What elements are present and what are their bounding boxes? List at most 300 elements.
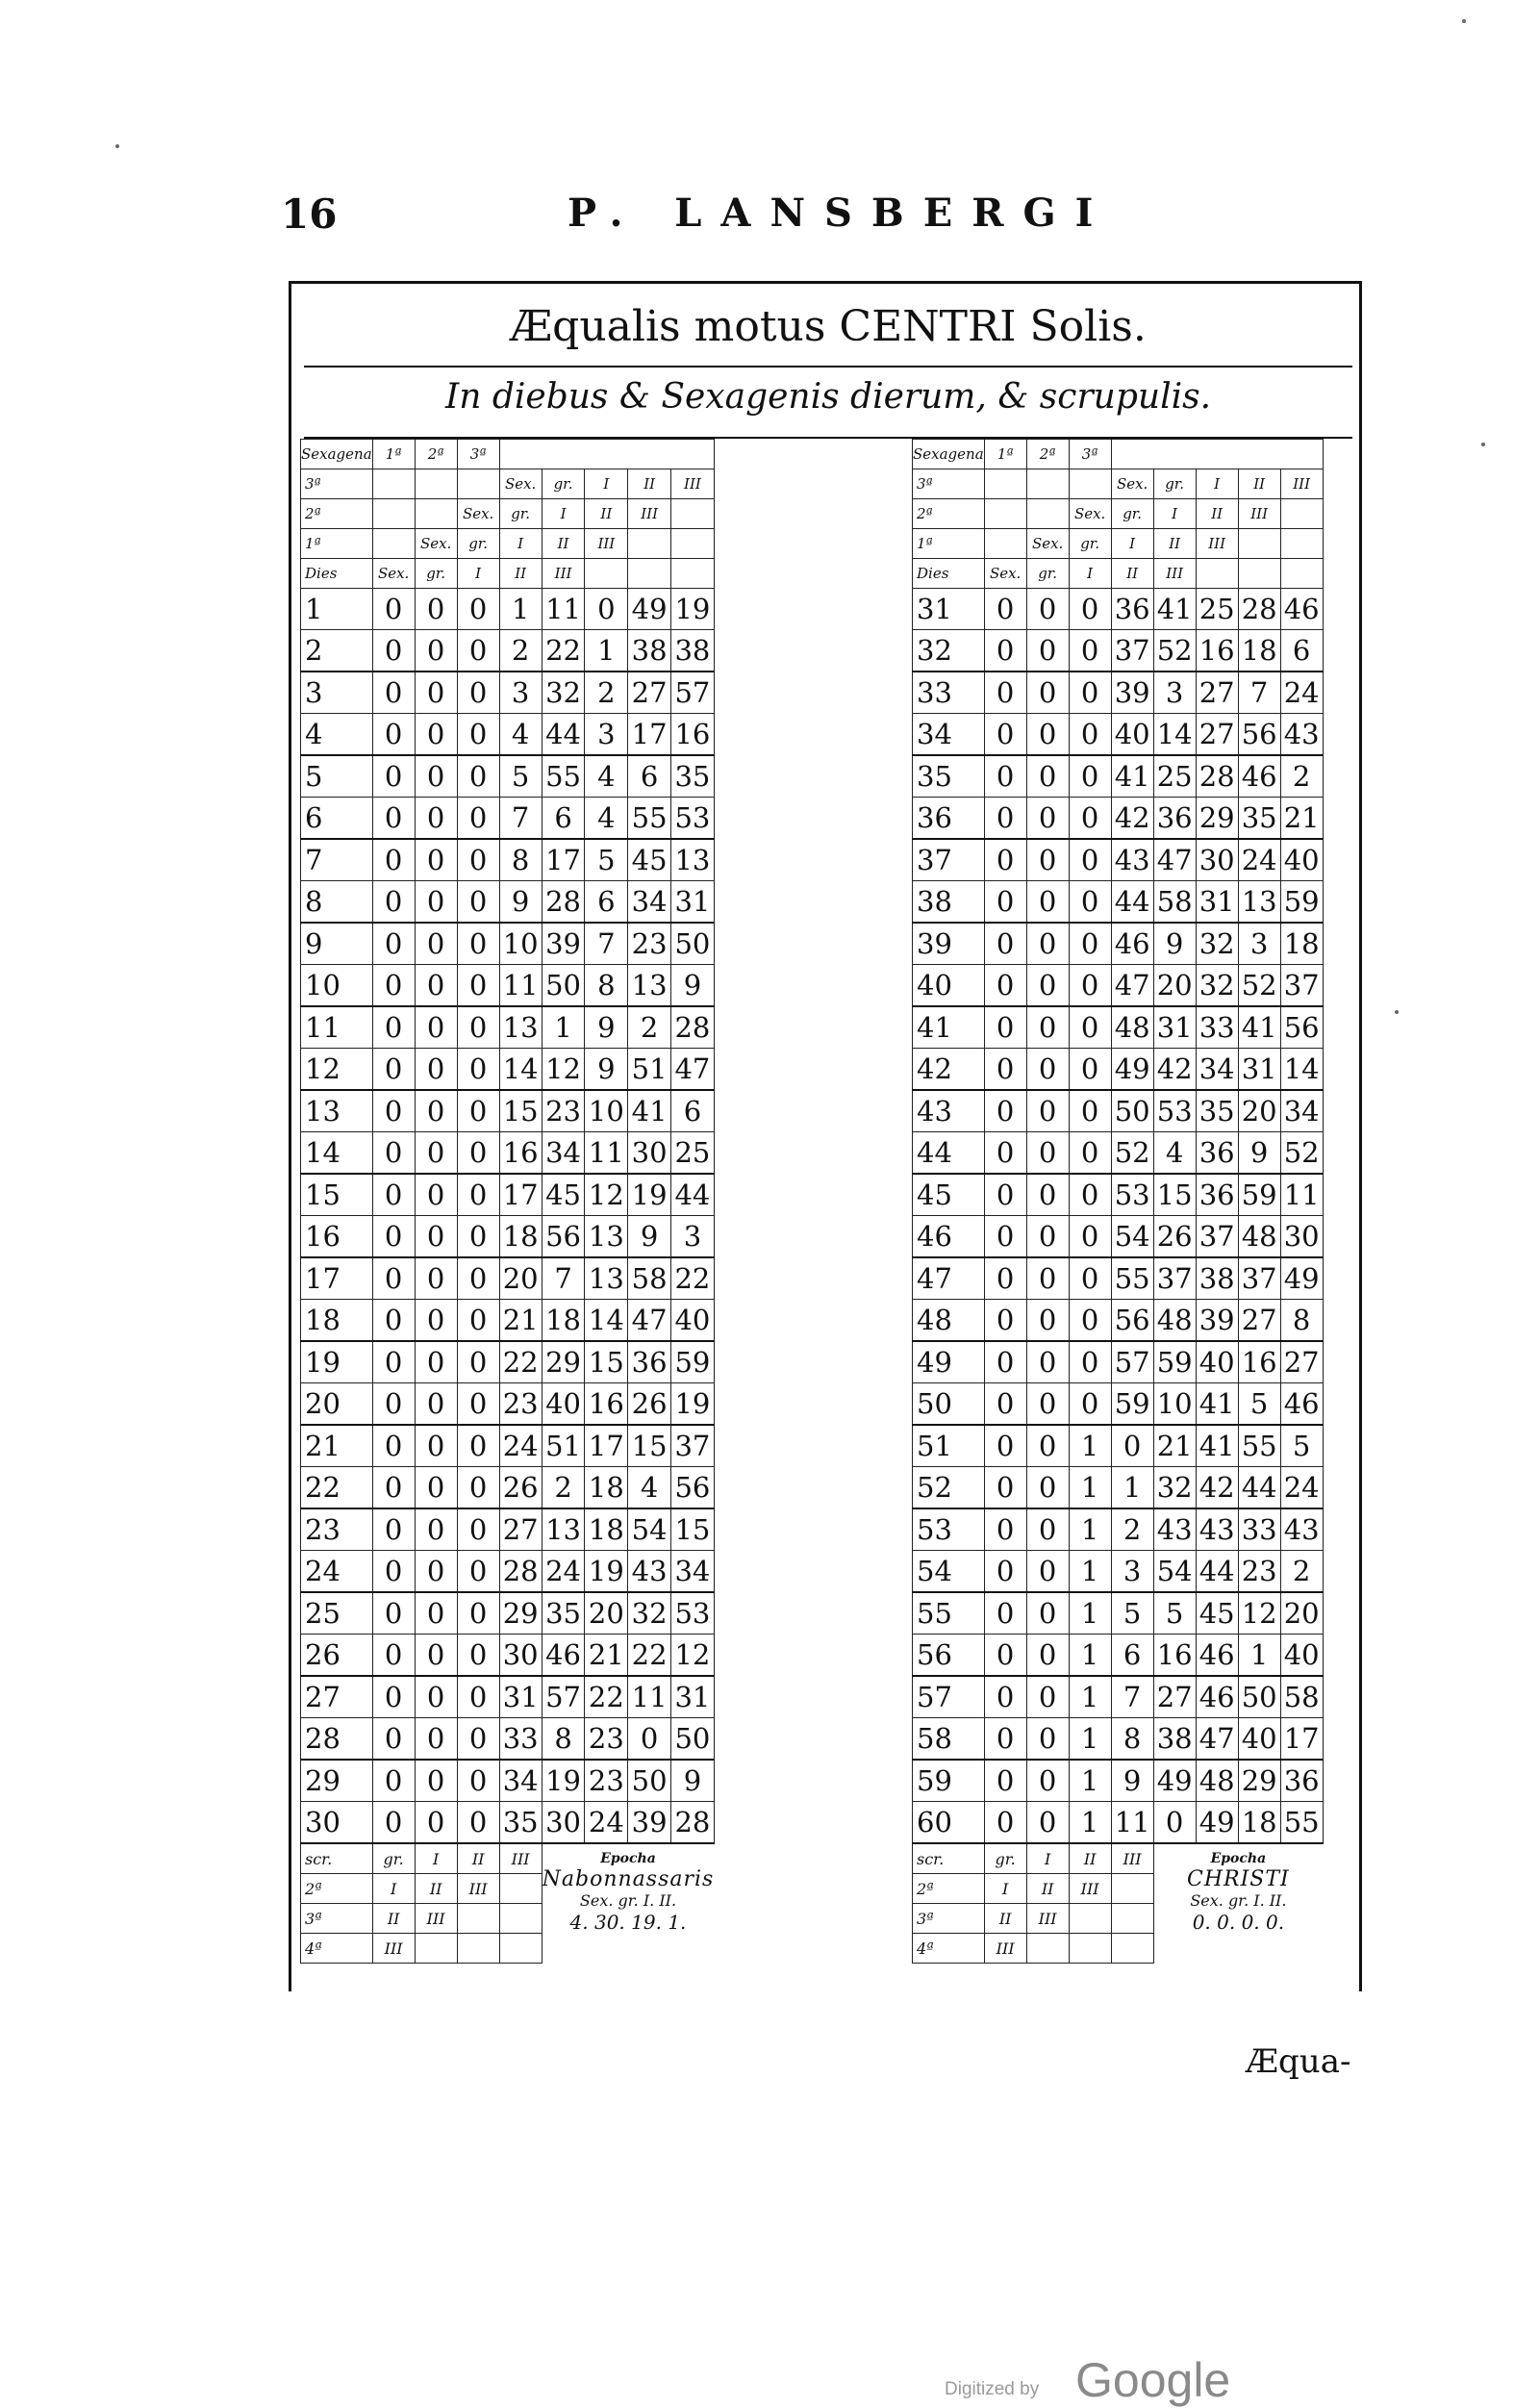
- value-cell: 29: [1196, 798, 1238, 840]
- header-cell: [1238, 529, 1280, 559]
- value-cell: 40: [1280, 1635, 1323, 1677]
- value-cell: 9: [671, 965, 715, 1007]
- day-cell: 60: [913, 1802, 985, 1844]
- value-cell: 39: [628, 1802, 671, 1844]
- day-cell: 49: [913, 1341, 985, 1383]
- header-cell: Sexagena: [301, 440, 373, 469]
- value-cell: 21: [499, 1300, 542, 1342]
- header-row: [913, 440, 1324, 469]
- header-cell: II: [1196, 499, 1238, 529]
- header-cell: III: [1238, 499, 1280, 529]
- value-cell: 24: [1238, 839, 1280, 881]
- value-cell: 26: [628, 1383, 671, 1426]
- header-cell: [1026, 499, 1069, 529]
- value-cell: 0: [457, 1049, 499, 1091]
- value-cell: 52: [1153, 630, 1196, 672]
- value-cell: 49: [1111, 1049, 1153, 1091]
- value-cell: 0: [984, 1341, 1026, 1383]
- footer-cell: gr.: [372, 1843, 415, 1874]
- value-cell: 15: [671, 1508, 715, 1551]
- day-cell: 44: [913, 1132, 985, 1175]
- header-cell: [415, 499, 457, 529]
- value-cell: 27: [1196, 714, 1238, 756]
- value-cell: 0: [1026, 1592, 1069, 1635]
- value-cell: 15: [1153, 1174, 1196, 1216]
- value-cell: 43: [1280, 1508, 1323, 1551]
- value-cell: 33: [1238, 1508, 1280, 1551]
- value-cell: 5: [1280, 1425, 1323, 1467]
- header-cell: 3ª: [913, 469, 985, 499]
- value-cell: 35: [542, 1592, 585, 1635]
- day-cell: 45: [913, 1174, 985, 1216]
- table-row: [913, 1467, 1324, 1509]
- value-cell: 0: [415, 1551, 457, 1593]
- header-cell: II: [628, 469, 671, 499]
- value-cell: 18: [499, 1216, 542, 1258]
- table-row: [913, 1676, 1324, 1718]
- value-cell: 1: [1238, 1635, 1280, 1677]
- day-cell: 51: [913, 1425, 985, 1467]
- table-row: [301, 1760, 715, 1802]
- value-cell: 0: [1026, 965, 1069, 1007]
- value-cell: 0: [1026, 1425, 1069, 1467]
- table-row: [301, 1174, 715, 1216]
- value-cell: 39: [1196, 1300, 1238, 1342]
- value-cell: 55: [1111, 1257, 1153, 1300]
- value-cell: 5: [1111, 1592, 1153, 1635]
- value-cell: 0: [984, 881, 1026, 924]
- value-cell: 40: [1196, 1341, 1238, 1383]
- value-cell: 31: [1196, 881, 1238, 924]
- value-cell: 8: [1280, 1300, 1323, 1342]
- value-cell: 31: [1153, 1006, 1196, 1049]
- value-cell: 4: [499, 714, 542, 756]
- value-cell: 37: [671, 1425, 715, 1467]
- value-cell: 47: [1153, 839, 1196, 881]
- value-cell: 24: [499, 1425, 542, 1467]
- table-row: [913, 881, 1324, 924]
- value-cell: 53: [1153, 1090, 1196, 1132]
- value-cell: 29: [499, 1592, 542, 1635]
- value-cell: 0: [372, 1425, 415, 1467]
- value-cell: 32: [628, 1592, 671, 1635]
- day-cell: 13: [301, 1090, 373, 1132]
- value-cell: 10: [499, 923, 542, 965]
- table-row: [301, 1049, 715, 1091]
- header-cell: II: [499, 559, 542, 589]
- value-cell: 44: [1196, 1551, 1238, 1593]
- value-cell: 0: [372, 672, 415, 714]
- value-cell: 0: [984, 1467, 1026, 1509]
- value-cell: 8: [585, 965, 628, 1007]
- header-cell: I: [457, 559, 499, 589]
- day-cell: 59: [913, 1760, 985, 1802]
- day-cell: 1: [301, 589, 373, 630]
- value-cell: 46: [1238, 755, 1280, 798]
- value-cell: 0: [415, 965, 457, 1007]
- day-cell: 52: [913, 1467, 985, 1509]
- value-cell: 0: [415, 1425, 457, 1467]
- value-cell: 0: [372, 1257, 415, 1300]
- table-row: [913, 1006, 1324, 1049]
- value-cell: 38: [1196, 1257, 1238, 1300]
- value-cell: 41: [1196, 1383, 1238, 1426]
- value-cell: 0: [1026, 672, 1069, 714]
- day-cell: 40: [913, 965, 985, 1007]
- table-row: [301, 1592, 715, 1635]
- value-cell: 40: [671, 1300, 715, 1342]
- value-cell: 55: [1238, 1425, 1280, 1467]
- value-cell: 25: [671, 1132, 715, 1175]
- value-cell: 0: [415, 1132, 457, 1175]
- table-row: [301, 630, 715, 672]
- value-cell: 43: [1153, 1508, 1196, 1551]
- value-cell: 0: [1026, 1006, 1069, 1049]
- header-cell: Sex.: [372, 559, 415, 589]
- value-cell: 19: [671, 1383, 715, 1426]
- value-cell: 16: [1196, 630, 1238, 672]
- value-cell: 47: [1196, 1718, 1238, 1761]
- value-cell: 42: [1111, 798, 1153, 840]
- value-cell: 48: [1196, 1760, 1238, 1802]
- footer-cell: II: [372, 1904, 415, 1934]
- value-cell: 59: [1111, 1383, 1153, 1426]
- value-cell: 33: [1196, 1006, 1238, 1049]
- header-cell: Sex.: [1111, 469, 1153, 499]
- value-cell: 32: [1196, 965, 1238, 1007]
- table-row: [913, 1341, 1324, 1383]
- footer-cell: I: [415, 1843, 457, 1874]
- value-cell: 49: [1196, 1802, 1238, 1844]
- value-cell: 41: [1153, 589, 1196, 630]
- value-cell: 0: [984, 1006, 1026, 1049]
- table-row: [913, 1425, 1324, 1467]
- value-cell: 8: [542, 1718, 585, 1761]
- footer-cell: scr.: [913, 1843, 985, 1874]
- value-cell: 53: [671, 798, 715, 840]
- footer-cell: II: [415, 1874, 457, 1904]
- value-cell: 44: [542, 714, 585, 756]
- day-cell: 39: [913, 923, 985, 965]
- value-cell: 3: [499, 672, 542, 714]
- value-cell: 56: [1238, 714, 1280, 756]
- footer-cell: III: [1026, 1904, 1069, 1934]
- value-cell: 0: [372, 1174, 415, 1216]
- value-cell: 0: [372, 881, 415, 924]
- table-row: [301, 1676, 715, 1718]
- header-cell: 3ª: [301, 469, 373, 499]
- header-cell: [628, 559, 671, 589]
- value-cell: 23: [1238, 1551, 1280, 1593]
- day-cell: 12: [301, 1049, 373, 1091]
- day-cell: 55: [913, 1592, 985, 1635]
- value-cell: 0: [1069, 839, 1111, 881]
- title-row: [304, 289, 1352, 368]
- value-cell: 37: [1196, 1216, 1238, 1258]
- table-row: [913, 1760, 1324, 1802]
- value-cell: 0: [372, 1508, 415, 1551]
- value-cell: 34: [671, 1551, 715, 1593]
- value-cell: 0: [1069, 1300, 1111, 1342]
- footer-cell: [499, 1904, 542, 1934]
- value-cell: 7: [1238, 672, 1280, 714]
- footer-cell: II: [984, 1904, 1026, 1934]
- value-cell: 0: [415, 881, 457, 924]
- value-cell: 53: [1111, 1174, 1153, 1216]
- value-cell: 50: [542, 965, 585, 1007]
- footer-cell: 2ª: [913, 1874, 985, 1904]
- value-cell: 34: [499, 1760, 542, 1802]
- value-cell: 0: [1026, 1760, 1069, 1802]
- value-cell: 0: [457, 1425, 499, 1467]
- value-cell: 0: [372, 839, 415, 881]
- value-cell: 0: [372, 1132, 415, 1175]
- value-cell: 32: [1153, 1467, 1196, 1509]
- footer-cell: II: [1069, 1843, 1111, 1874]
- value-cell: 0: [457, 1551, 499, 1593]
- header-cell: gr.: [1111, 499, 1153, 529]
- value-cell: 50: [671, 1718, 715, 1761]
- value-cell: 18: [585, 1508, 628, 1551]
- footer-row: [301, 1843, 715, 1874]
- value-cell: 45: [628, 839, 671, 881]
- value-cell: 36: [1196, 1132, 1238, 1175]
- value-cell: 1: [499, 589, 542, 630]
- header-cell: I: [499, 529, 542, 559]
- value-cell: 0: [457, 1467, 499, 1509]
- header-cell: I: [1196, 469, 1238, 499]
- value-cell: 11: [542, 589, 585, 630]
- value-cell: 20: [1153, 965, 1196, 1007]
- value-cell: 0: [1026, 589, 1069, 630]
- value-cell: 0: [1026, 1467, 1069, 1509]
- value-cell: 0: [1026, 1132, 1069, 1175]
- table-row: [913, 1174, 1324, 1216]
- table-title: Æqualis motus CENTRI Solis.: [510, 302, 1147, 351]
- table-row: [913, 1383, 1324, 1426]
- value-cell: 0: [1069, 589, 1111, 630]
- footer-cell: III: [1069, 1874, 1111, 1904]
- value-cell: 0: [457, 1635, 499, 1677]
- value-cell: 17: [542, 839, 585, 881]
- value-cell: 43: [628, 1551, 671, 1593]
- header-cell: III: [628, 499, 671, 529]
- header-cell: Dies: [913, 559, 985, 589]
- table-row: [301, 1132, 715, 1175]
- table-row: [913, 714, 1324, 756]
- value-cell: 42: [1196, 1467, 1238, 1509]
- value-cell: 0: [1026, 1174, 1069, 1216]
- footer-cell: gr.: [984, 1843, 1026, 1874]
- value-cell: 24: [542, 1551, 585, 1593]
- value-cell: 0: [457, 965, 499, 1007]
- header-cell: gr.: [1069, 529, 1111, 559]
- day-cell: 24: [301, 1551, 373, 1593]
- value-cell: 0: [415, 1090, 457, 1132]
- footer-cell: III: [415, 1904, 457, 1934]
- value-cell: 0: [1069, 1341, 1111, 1383]
- value-cell: 0: [415, 1006, 457, 1049]
- day-cell: 15: [301, 1174, 373, 1216]
- value-cell: 38: [671, 630, 715, 672]
- value-cell: 18: [1238, 1802, 1280, 1844]
- value-cell: 0: [1026, 1551, 1069, 1593]
- value-cell: 0: [372, 1635, 415, 1677]
- table-row: [301, 881, 715, 924]
- epoch-name: CHRISTI: [1187, 1867, 1290, 1891]
- value-cell: 0: [415, 755, 457, 798]
- table-row: [913, 1132, 1324, 1175]
- value-cell: 23: [585, 1760, 628, 1802]
- value-cell: 0: [1069, 672, 1111, 714]
- value-cell: 47: [671, 1049, 715, 1091]
- value-cell: 27: [499, 1508, 542, 1551]
- value-cell: 0: [1069, 1006, 1111, 1049]
- footer-cell: 4ª: [301, 1934, 373, 1964]
- value-cell: 36: [1111, 589, 1153, 630]
- value-cell: 9: [1111, 1760, 1153, 1802]
- header-cell: [671, 529, 715, 559]
- value-cell: 2: [499, 630, 542, 672]
- value-cell: 0: [984, 1132, 1026, 1175]
- value-cell: 27: [1196, 672, 1238, 714]
- day-cell: 14: [301, 1132, 373, 1175]
- value-cell: 0: [372, 1592, 415, 1635]
- day-cell: 36: [913, 798, 985, 840]
- value-cell: 46: [1280, 589, 1323, 630]
- value-cell: 12: [542, 1049, 585, 1091]
- header-row: [913, 559, 1324, 589]
- day-cell: 53: [913, 1508, 985, 1551]
- value-cell: 38: [1153, 1718, 1196, 1761]
- value-cell: 56: [542, 1216, 585, 1258]
- footer-cell: [1069, 1904, 1111, 1934]
- value-cell: 50: [1238, 1676, 1280, 1718]
- header-cell: [372, 499, 415, 529]
- value-cell: 0: [1026, 1341, 1069, 1383]
- value-cell: 4: [585, 798, 628, 840]
- value-cell: 16: [499, 1132, 542, 1175]
- value-cell: 9: [585, 1006, 628, 1049]
- value-cell: 0: [457, 1760, 499, 1802]
- value-cell: 28: [499, 1551, 542, 1593]
- value-cell: 49: [628, 589, 671, 630]
- day-cell: 32: [913, 630, 985, 672]
- value-cell: 27: [1238, 1300, 1280, 1342]
- value-cell: 21: [585, 1635, 628, 1677]
- value-cell: 50: [1111, 1090, 1153, 1132]
- day-cell: 31: [913, 589, 985, 630]
- value-cell: 41: [1238, 1006, 1280, 1049]
- running-head: P. LANSBERGI: [568, 190, 1113, 236]
- value-cell: 16: [1153, 1635, 1196, 1677]
- table-row: [301, 1216, 715, 1258]
- value-cell: 30: [1280, 1216, 1323, 1258]
- value-cell: 0: [984, 1551, 1026, 1593]
- value-cell: 2: [585, 672, 628, 714]
- value-cell: 4: [1153, 1132, 1196, 1175]
- value-cell: 44: [1238, 1467, 1280, 1509]
- value-cell: 48: [1111, 1006, 1153, 1049]
- value-cell: 0: [415, 1635, 457, 1677]
- value-cell: 0: [984, 1802, 1026, 1844]
- day-cell: 26: [301, 1635, 373, 1677]
- value-cell: 30: [499, 1635, 542, 1677]
- day-cell: 21: [301, 1425, 373, 1467]
- value-cell: 0: [984, 1425, 1026, 1467]
- value-cell: 34: [1280, 1090, 1323, 1132]
- value-cell: 17: [1280, 1718, 1323, 1761]
- value-cell: 31: [671, 881, 715, 924]
- value-cell: 46: [542, 1635, 585, 1677]
- header-cell: 2ª: [913, 499, 985, 529]
- value-cell: 6: [585, 881, 628, 924]
- speck: [1481, 443, 1485, 446]
- header-cell: Sex.: [1026, 529, 1069, 559]
- value-cell: 1: [1069, 1676, 1111, 1718]
- value-cell: 18: [585, 1467, 628, 1509]
- value-cell: 0: [1153, 1802, 1196, 1844]
- value-cell: 43: [1196, 1508, 1238, 1551]
- value-cell: 35: [671, 755, 715, 798]
- left-table: [300, 439, 715, 1964]
- value-cell: 32: [1196, 923, 1238, 965]
- value-cell: 46: [1280, 1383, 1323, 1426]
- header-row: [913, 469, 1324, 499]
- value-cell: 9: [1238, 1132, 1280, 1175]
- header-cell: I: [1069, 559, 1111, 589]
- value-cell: 0: [1069, 798, 1111, 840]
- value-cell: 11: [585, 1132, 628, 1175]
- value-cell: 11: [628, 1676, 671, 1718]
- value-cell: 1: [1069, 1467, 1111, 1509]
- value-cell: 2: [542, 1467, 585, 1509]
- value-cell: 1: [1111, 1467, 1153, 1509]
- value-cell: 28: [671, 1006, 715, 1049]
- value-cell: 0: [457, 1592, 499, 1635]
- value-cell: 0: [415, 1049, 457, 1091]
- value-cell: 12: [585, 1174, 628, 1216]
- header-row: [301, 529, 715, 559]
- header-cell: [372, 469, 415, 499]
- value-cell: 0: [415, 630, 457, 672]
- value-cell: 43: [1280, 714, 1323, 756]
- footer-cell: [457, 1934, 499, 1964]
- value-cell: 50: [671, 923, 715, 965]
- table-row: [913, 1592, 1324, 1635]
- value-cell: 14: [585, 1300, 628, 1342]
- value-cell: 38: [628, 630, 671, 672]
- value-cell: 40: [1280, 839, 1323, 881]
- day-cell: 20: [301, 1383, 373, 1426]
- value-cell: 17: [499, 1174, 542, 1216]
- header-cell: gr.: [415, 559, 457, 589]
- left-table-wrap: [300, 439, 715, 1964]
- footer-cell: [1111, 1874, 1153, 1904]
- value-cell: 0: [457, 714, 499, 756]
- value-cell: 0: [457, 1090, 499, 1132]
- day-cell: 16: [301, 1216, 373, 1258]
- value-cell: 21: [1280, 798, 1323, 840]
- value-cell: 51: [542, 1425, 585, 1467]
- epoch-units: Sex. gr. I. II.: [1190, 1891, 1287, 1910]
- value-cell: 0: [415, 589, 457, 630]
- header-cell: gr.: [1026, 559, 1069, 589]
- value-cell: 36: [1196, 1174, 1238, 1216]
- value-cell: 27: [1280, 1341, 1323, 1383]
- value-cell: 54: [1111, 1216, 1153, 1258]
- day-cell: 56: [913, 1635, 985, 1677]
